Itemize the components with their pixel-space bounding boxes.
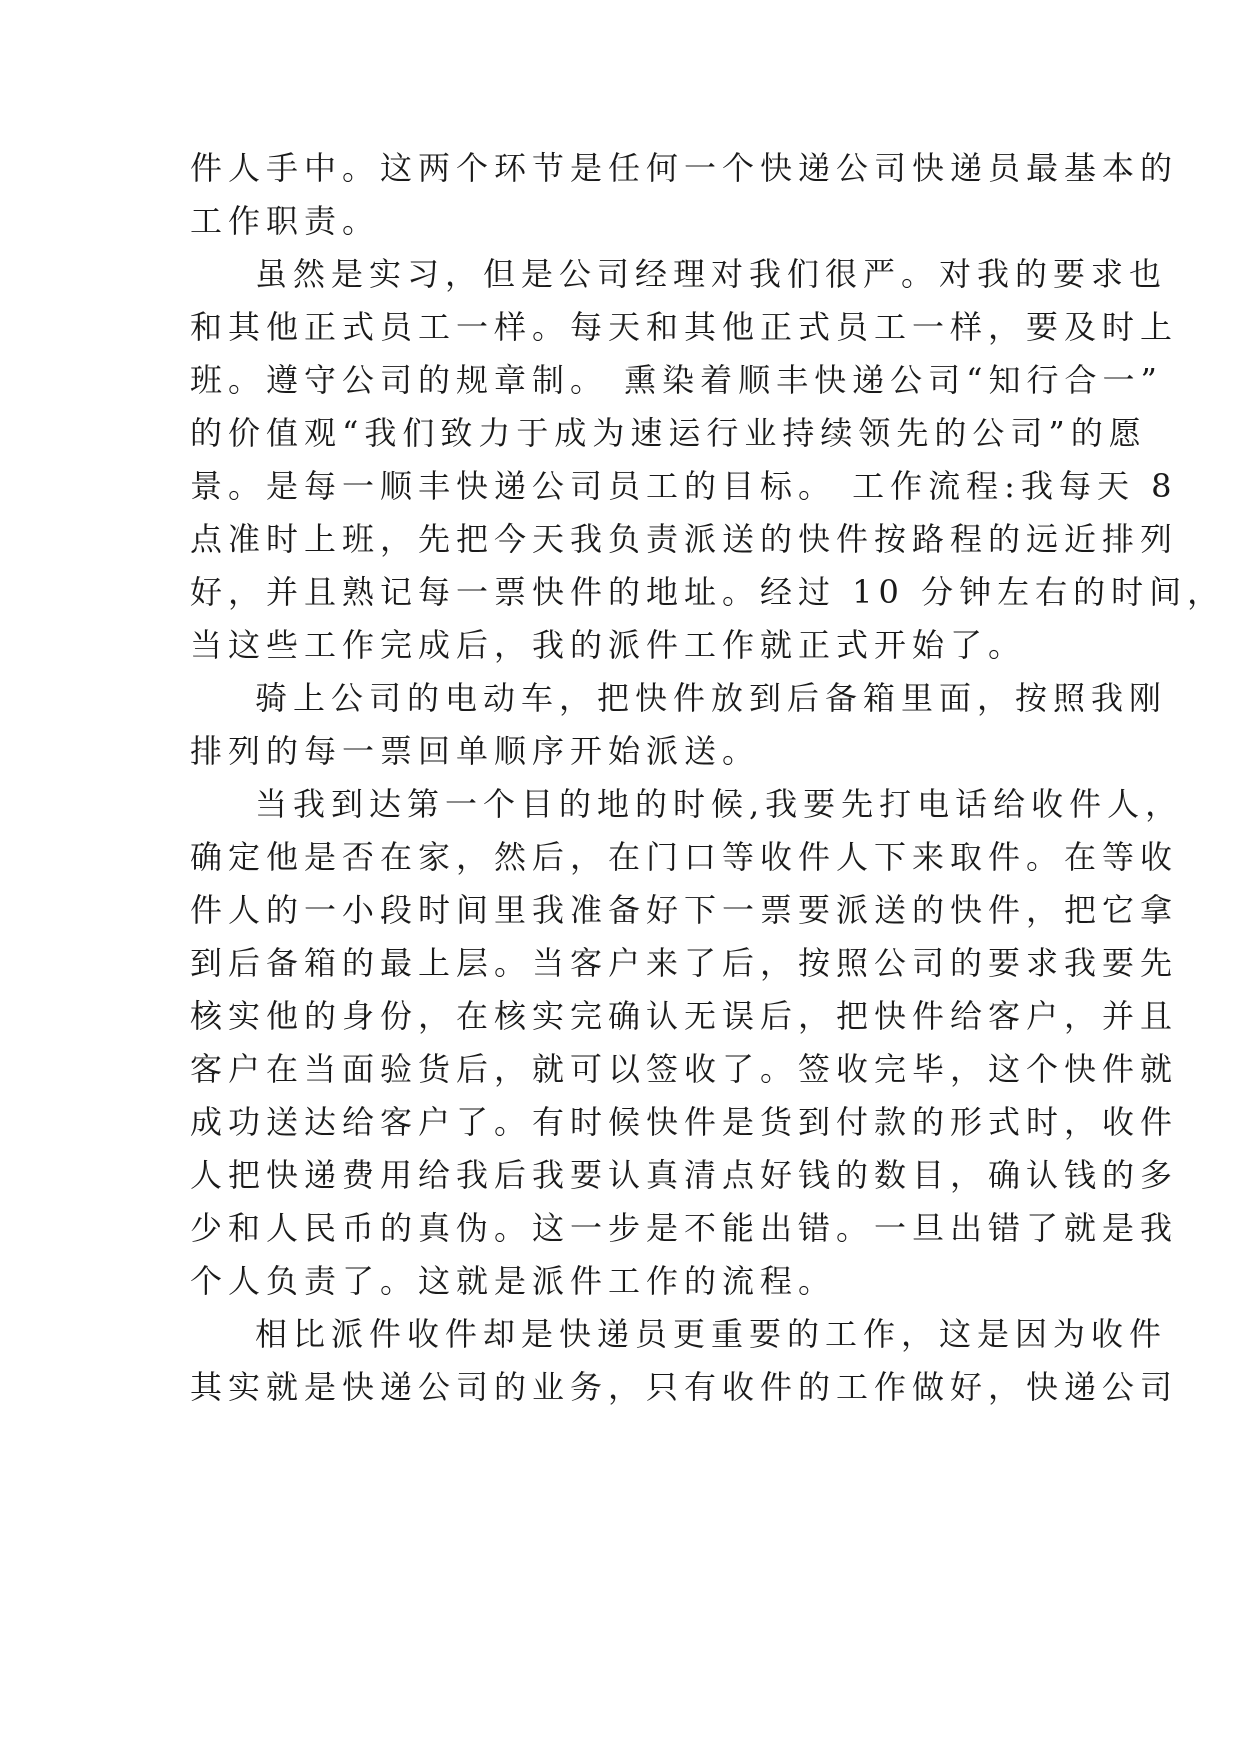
text-line: 相比派件收件却是快递员更重要的工作，这是因为收件 [255, 1315, 1168, 1353]
text-line: 好，并且熟记每一票快件的地址。经过 10 分钟左右的时间， [190, 573, 1226, 611]
text-line: 当我到达第一个目的地的时候,我要先打电话给收件人， [255, 785, 1184, 823]
text-line: 人把快递费用给我后我要认真清点好钱的数目，确认钱的多 [190, 1156, 1179, 1194]
text-line: 的价值观“我们致力于成为速运行业持续领先的公司”的愿 [190, 414, 1147, 452]
text-line: 当这些工作完成后，我的派件工作就正式开始了。 [190, 626, 1027, 664]
text-line: 其实就是快递公司的业务，只有收件的工作做好，快递公司 [190, 1368, 1179, 1406]
text-line: 客户在当面验货后，就可以签收了。签收完毕，这个快件就 [190, 1050, 1179, 1088]
text-line: 和其他正式员工一样。每天和其他正式员工一样，要及时上 [190, 308, 1179, 346]
text-line: 件人的一小段时间里我准备好下一票要派送的快件，把它拿 [190, 891, 1179, 929]
text-line: 景。是每一顺丰快递公司员工的目标。 工作流程:我每天 8 [190, 467, 1178, 505]
text-line: 排列的每一票回单顺序开始派送。 [190, 732, 761, 770]
text-line: 确定他是否在家，然后，在门口等收件人下来取件。在等收 [190, 838, 1179, 876]
text-line: 工作职责。 [190, 202, 381, 240]
text-line: 虽然是实习，但是公司经理对我们很严。对我的要求也 [255, 255, 1168, 293]
text-line: 点准时上班，先把今天我负责派送的快件按路程的远近排列 [190, 520, 1179, 558]
text-line: 成功送达给客户了。有时候快件是货到付款的形式时，收件 [190, 1103, 1179, 1141]
text-line: 骑上公司的电动车，把快件放到后备箱里面，按照我刚 [255, 679, 1168, 717]
text-line: 到后备箱的最上层。当客户来了后，按照公司的要求我要先 [190, 944, 1179, 982]
text-line: 班。遵守公司的规章制。 熏染着顺丰快递公司“知行合一” [190, 361, 1163, 399]
text-line: 核实他的身份，在核实完确认无误后，把快件给客户，并且 [190, 997, 1179, 1035]
text-line: 个人负责了。这就是派件工作的流程。 [190, 1262, 837, 1300]
text-line: 件人手中。这两个环节是任何一个快递公司快递员最基本的 [190, 149, 1179, 187]
text-line: 少和人民币的真伪。这一步是不能出错。一旦出错了就是我 [190, 1209, 1179, 1247]
